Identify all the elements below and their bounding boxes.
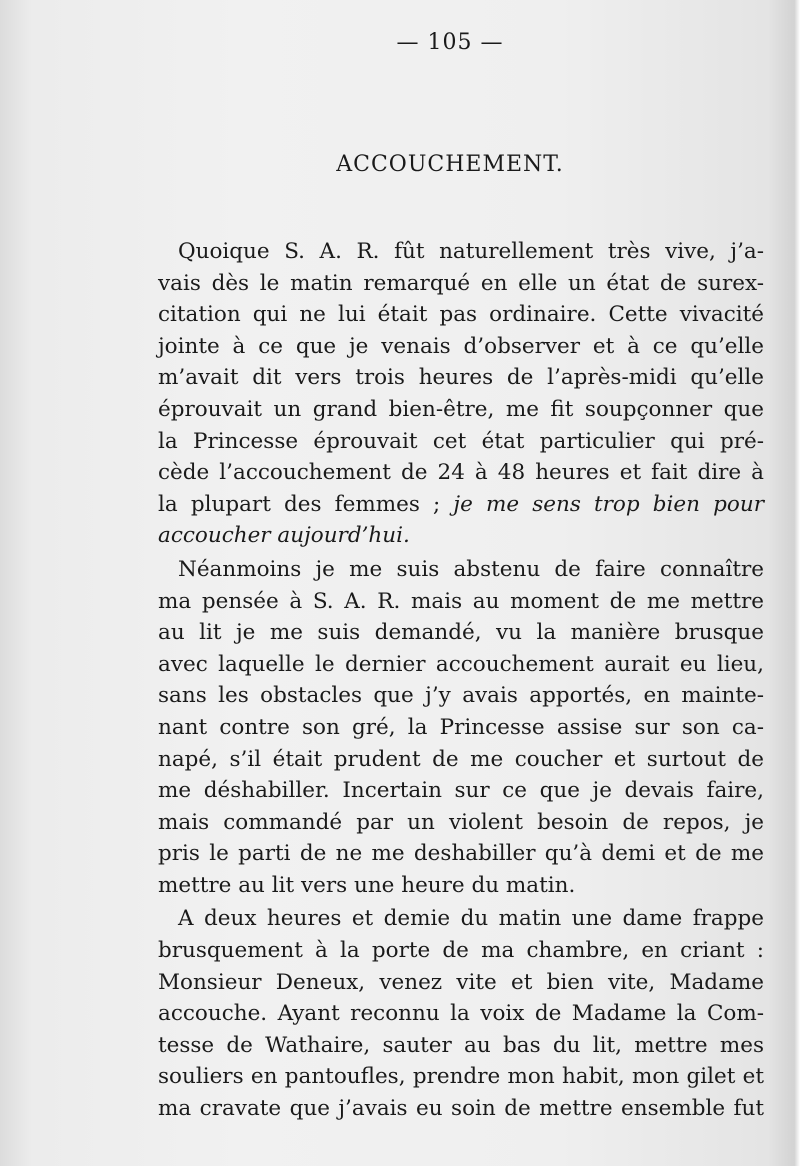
text-line: napé, s’il était prudent de me coucher et surtout de [158, 746, 764, 772]
text-line: ma cravate que j’avais eu soin de mettre ensemble fut [158, 1096, 764, 1122]
chapter-title: ACCOUCHEMENT. [336, 152, 564, 177]
text-line: cède l’accouchement de 24 à 48 heures et fait dire à [158, 460, 764, 486]
text-line: avec laquelle le dernier accouchement aurait eu lieu, [158, 651, 764, 677]
text-line: Néanmoins je me suis abstenu de faire connaître [178, 556, 764, 582]
text-line: ma pensée à S. A. R. mais au moment de me mettre [158, 588, 764, 614]
text-line: accouche. Ayant reconnu la voix de Madame la Com- [158, 1001, 764, 1027]
text-line: m’avait dit vers trois heures de l’après-midi qu’elle [158, 365, 764, 391]
text-line: la Princesse éprouvait cet état particulier qui pré- [158, 428, 764, 454]
text-line: au lit je me suis demandé, vu la manière brusque [158, 620, 764, 646]
italic-quote: je me sens trop bien pour [453, 491, 764, 517]
text-line: jointe à ce que je venais d’observer et à ce qu’elle [158, 333, 764, 359]
page-number: — 105 — [396, 30, 504, 55]
text-line: brusquement à la porte de ma chambre, en criant : [158, 938, 764, 964]
text-line: me déshabiller. Incertain sur ce que je devais faire, [158, 778, 764, 804]
text-line: Monsieur Deneux, venez vite et bien vite, Madame [158, 969, 764, 995]
text-line: mais commandé par un violent besoin de repos, je [158, 809, 764, 835]
text-line: citation qui ne lui était pas ordinaire. Cette vivacité [158, 302, 764, 328]
text-line: pris le parti de ne me deshabiller qu’à demi et de me [158, 841, 764, 867]
text-line-roman: la plupart des femmes ; [158, 491, 441, 517]
text-line: sans les obstacles que j’y avais apportés, en mainte- [158, 683, 764, 709]
text-line: éprouvait un grand bien-être, me fit soupçonner que [158, 396, 764, 422]
page-edge [794, 0, 800, 1166]
body-text [158, 236, 764, 1125]
text-line: nant contre son gré, la Princesse assise sur son ca- [158, 714, 764, 740]
text-line [158, 489, 764, 521]
text-line: Quoique S. A. R. fût naturellement très vive, j’a- [178, 239, 764, 264]
text-line: vais dès le matin remarqué en elle un état de surex- [158, 270, 764, 296]
italic-quote-end: accoucher aujourd’hui. [158, 523, 410, 549]
text-line: A deux heures et demie du matin une dame frappe [178, 906, 764, 932]
text-line: souliers en pantoufles, prendre mon habit, mon gilet et [158, 1064, 764, 1090]
text-line: mettre au lit vers une heure du matin. [158, 872, 576, 898]
text-line: tesse de Wathaire, sauter au bas du lit, mettre mes [158, 1032, 764, 1058]
